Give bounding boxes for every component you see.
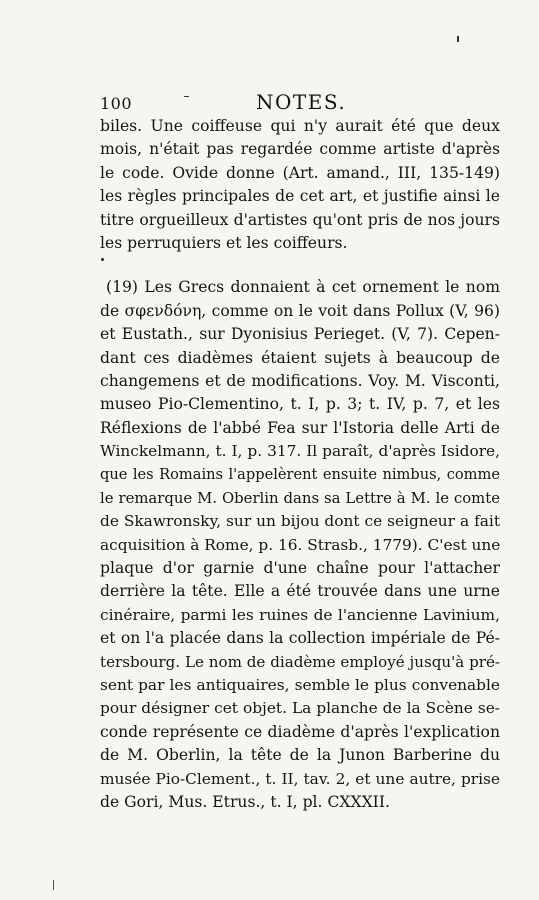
note-19	[100, 276, 500, 814]
text-line: Réflexions de l'abbé Fea sur l'Istoria delle Arti de	[100, 418, 500, 437]
body-text	[100, 115, 500, 814]
text-line: titre orgueilleux d'artistes qu'ont pris de nos jours	[100, 210, 500, 229]
paragraph-continuation	[100, 115, 500, 255]
text-line: cinéraire, parmi les ruines de l'ancienne Lavinium,	[100, 605, 500, 624]
page-header	[98, 90, 500, 116]
text-line: tersbourg. Le nom de diadème employé jusqu'à pré-	[100, 652, 500, 671]
text-line: plaque d'or garnie d'une chaîne pour l'attacher	[100, 559, 500, 578]
ink-speck	[184, 96, 189, 97]
text-line: et Eustath., sur Dyonisius Perieget. (V, 7). Cepen-	[100, 325, 500, 344]
text-line: musée Pio-Clement., t. II, tav. 2, et une autre, prise	[100, 769, 500, 788]
text-line: de σφενδόνη, comme on le voit dans Pollux (V, 96)	[100, 301, 500, 320]
text-line: les règles principales de cet art, et justifie ainsi le	[100, 187, 500, 206]
text-line: et on l'a placée dans la collection impériale de Pé-	[100, 629, 500, 648]
text-line: les perruquiers et les coiffeurs.	[100, 233, 348, 252]
text-line: de Gori, Mus. Etrus., t. I, pl. CXXXII.	[100, 792, 390, 811]
page-number: 100	[100, 94, 133, 113]
text-line: biles. Une coiffeuse qui n'y aurait été que deux	[100, 117, 500, 135]
ink-speck	[457, 36, 459, 42]
text-line: pour désigner cet objet. La planche de la Scène se-	[100, 699, 500, 718]
text-line: de Skawronsky, sur un bijou dont ce seigneur a fait	[100, 512, 500, 531]
bullet-mark	[101, 258, 104, 261]
ink-speck	[53, 880, 54, 890]
text-line: derrière la tête. Elle a été trouvée dans une urne	[100, 582, 500, 601]
text-line: conde représente ce diadème d'après l'explication	[100, 722, 500, 741]
text-line: que les Romains l'appelèrent ensuite nimbus, comme	[100, 466, 500, 484]
text-line: le remarque M. Oberlin dans sa Lettre à M. le comte	[100, 488, 500, 507]
paragraph-gap	[100, 255, 500, 276]
text-line: changemens et de modifications. Voy. M. Visconti,	[100, 371, 500, 390]
text-line: sent par les antiquaires, semble le plus convenable	[100, 675, 500, 694]
running-head: NOTES.	[256, 90, 347, 114]
text-line: mois, n'était pas regardée comme artiste d'après	[100, 140, 500, 159]
text-line: de M. Oberlin, la tête de la Junon Barberine du	[100, 746, 500, 765]
text-line: (19) Les Grecs donnaient à cet ornement le nom	[106, 278, 500, 297]
text-line: museo Pio-Clementino, t. I, p. 3; t. IV, p. 7, et les	[100, 395, 500, 414]
text-line: Winckelmann, t. I, p. 317. Il paraît, d'après Isidore,	[100, 442, 500, 461]
text-line: le code. Ovide donne (Art. amand., III, 135-149)	[100, 163, 500, 182]
text-line: dant ces diadèmes étaient sujets à beaucoup de	[100, 348, 500, 367]
text-line: acquisition à Rome, p. 16. Strasb., 1779). C'est une	[100, 535, 500, 554]
